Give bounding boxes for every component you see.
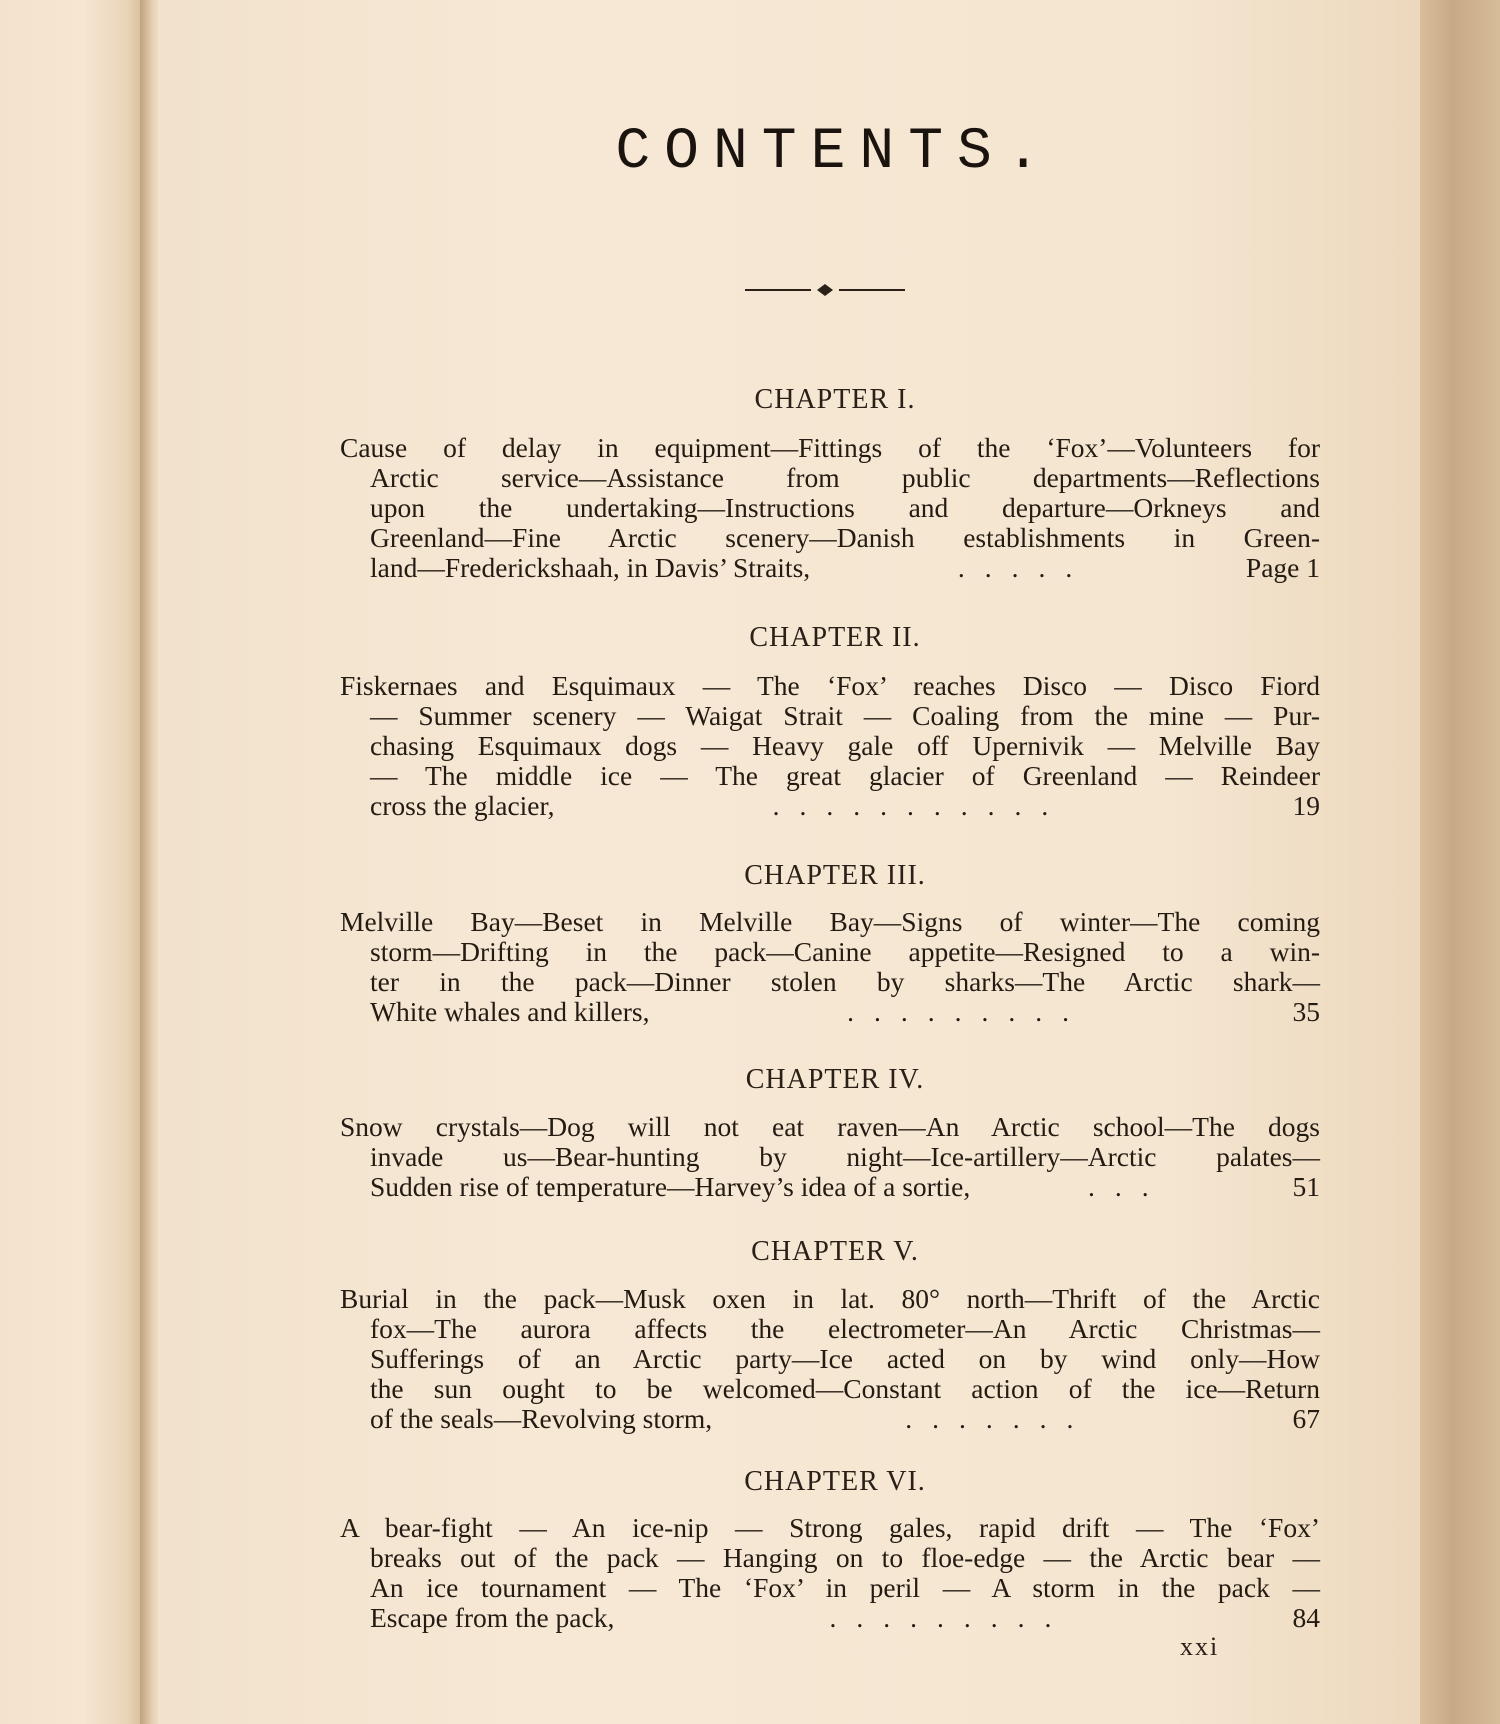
entry-line: Melville Bay—Beset in Melville Bay—Signs of winter—The coming: [340, 906, 1320, 937]
entry-line: Sudden rise of temperature—Harvey’s idea of a sortie,: [370, 1171, 971, 1202]
entry-line: — The middle ice — The great glacier of Greenland — Reindeer: [370, 760, 1320, 791]
entry-line: Arctic service—Assistance from public departments—Reflections: [370, 462, 1320, 493]
leader-dots: ...........: [772, 791, 1069, 821]
chapter-5-entry: [340, 1284, 1320, 1434]
entry-line: chasing Esquimaux dogs — Heavy gale off Upernivik — Melville Bay: [370, 730, 1320, 761]
entry-line: Snow crystals—Dog will not eat raven—An Arctic school—The dogs: [340, 1111, 1320, 1142]
entry-line: breaks out of the pack — Hanging on to floe-edge — the Arctic bear —: [370, 1542, 1320, 1573]
entry-line: Greenland—Fine Arctic scenery—Danish establishments in Green-: [370, 522, 1320, 553]
entry-line: A bear-fight — An ice-nip — Strong gales, rapid drift — The ‘Fox’: [340, 1512, 1320, 1543]
left-page: [0, 0, 150, 1724]
entry-last-line: [340, 791, 1320, 821]
chapter-6-heading: CHAPTER VI.: [744, 1466, 926, 1497]
entry-line: invade us—Bear-hunting by night—Ice-artillery—Arctic palates—: [370, 1141, 1320, 1172]
entry-line: fox—The aurora affects the electrometer—An Arctic Christmas—: [370, 1313, 1320, 1344]
entry-line: land—Frederickshaah, in Davis’ Straits,: [370, 552, 811, 583]
contents-page: [340, 0, 1330, 1724]
entry-line: cross the glacier,: [370, 790, 555, 821]
entry-line: the sun ought to be welcomed—Constant action of the ice—Return: [370, 1373, 1320, 1404]
entry-last-line: [340, 997, 1320, 1027]
entry-line: An ice tournament — The ‘Fox’ in peril — A storm in the pack —: [370, 1572, 1320, 1603]
entry-line: Fiskernaes and Esquimaux — The ‘Fox’ reaches Disco — Disco Fiord: [340, 670, 1320, 701]
folio-page-number: xxi: [1180, 1632, 1220, 1661]
page-edges: [1420, 0, 1500, 1724]
entry-line: — Summer scenery — Waigat Strait — Coaling from the mine — Pur-: [370, 700, 1320, 731]
entry-last-line: [340, 1172, 1320, 1202]
entry-line: Cause of delay in equipment—Fittings of the ‘Fox’—Volunteers for: [340, 432, 1320, 463]
entry-last-line: [340, 553, 1320, 583]
entry-line: ter in the pack—Dinner stolen by sharks—The Arctic shark—: [370, 966, 1320, 997]
chapter-4-heading: CHAPTER IV.: [745, 1064, 925, 1095]
chapter-1-entry: [340, 433, 1320, 583]
entry-line: Burial in the pack—Musk oxen in lat. 80° north—Thrift of the Arctic: [340, 1283, 1320, 1314]
chapter-5-heading: CHAPTER V.: [751, 1236, 919, 1267]
chapter-4-entry: [340, 1112, 1320, 1202]
page-number: Page 1: [1245, 552, 1320, 583]
page-number: 51: [1292, 1171, 1320, 1202]
leader-dots: .....: [957, 553, 1093, 583]
ornament-divider-icon: [745, 281, 905, 299]
page-number: 19: [1292, 790, 1320, 821]
chapter-6-entry: [340, 1513, 1320, 1633]
entry-line: storm—Drifting in the pack—Canine appetite—Resigned to a win-: [370, 936, 1320, 967]
page-title: CONTENTS.: [615, 120, 1055, 185]
chapter-3-entry: [340, 907, 1320, 1027]
leader-dots: ...: [1088, 1172, 1169, 1202]
entry-line: White whales and killers,: [370, 996, 650, 1027]
entry-last-line: [340, 1404, 1320, 1434]
chapter-1-heading: CHAPTER I.: [754, 384, 916, 415]
entry-line: of the seals—Revolving storm,: [370, 1403, 713, 1434]
entry-last-line: [340, 1603, 1320, 1633]
page-number: 84: [1292, 1602, 1320, 1633]
entry-line: upon the undertaking—Instructions and departure—Orkneys and: [370, 492, 1320, 523]
page-number: 35: [1292, 996, 1320, 1027]
page-number: 67: [1292, 1403, 1320, 1434]
leader-dots: .........: [829, 1603, 1072, 1633]
chapter-2-heading: CHAPTER II.: [749, 622, 921, 653]
leader-dots: .......: [905, 1404, 1094, 1434]
entry-line: Escape from the pack,: [370, 1602, 615, 1633]
chapter-3-heading: CHAPTER III.: [744, 860, 926, 891]
entry-line: Sufferings of an Arctic party—Ice acted on by wind only—How: [370, 1343, 1320, 1374]
leader-dots: .........: [847, 997, 1089, 1027]
chapter-2-entry: [340, 671, 1320, 821]
